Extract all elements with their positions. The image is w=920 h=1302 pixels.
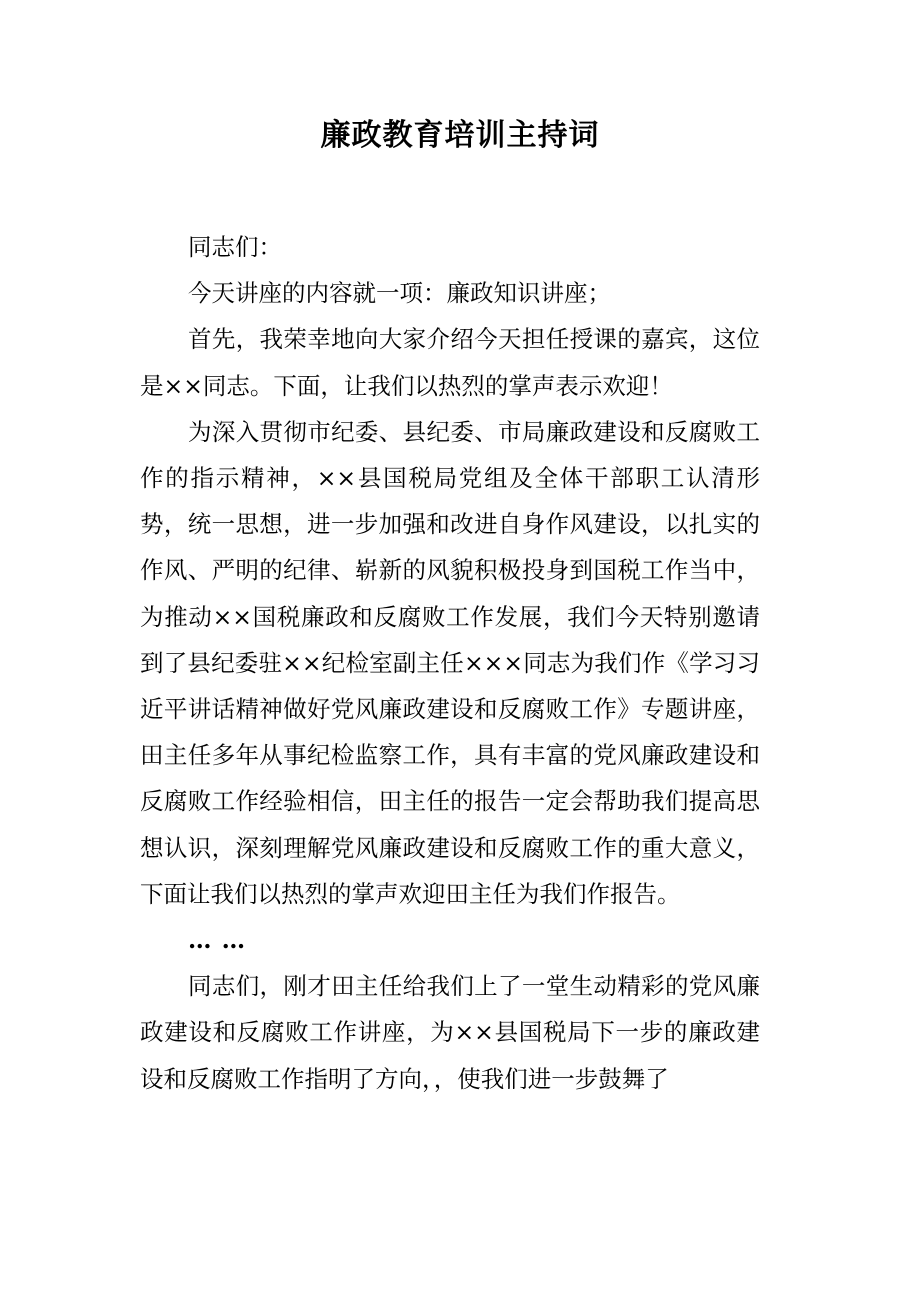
paragraph-ellipsis: … … <box>188 926 247 955</box>
document-title: 廉政教育培训主持词 <box>320 118 600 153</box>
paragraph-closing: 同志们，刚才田主任给我们上了一堂生动精彩的党风廉政建设和反腐败工作讲座，为××县国税局下一步的廉政建设和反腐败工作指明了方向，，使我们进一步鼓舞了 <box>140 972 760 1093</box>
paragraph-guest-intro: 首先，我荣幸地向大家介绍今天担任授课的嘉宾，这位是××同志。下面，让我们以热烈的掌声表示欢迎！ <box>140 325 760 400</box>
document-body <box>140 224 760 1102</box>
paragraph-agenda: 今天讲座的内容就一项：廉政知识讲座； <box>188 279 611 308</box>
paragraph-greeting: 同志们： <box>188 233 282 261</box>
paragraph-lecture-intro: 为深入贯彻市纪委、县纪委、市局廉政建设和反腐败工作的指示精神，××县国税局党组及全体干部职工认清形势，统一思想，进一步加强和改进自身作风建设，以扎实的作风、严明的纪律、崭新的风貌积极投身到国税工作当中，为推动××国税廉政和反腐败工作发展，我们今天特别邀请到了县纪委驻××纪检室副主任×××同志为我们作《学习习近平讲话精神做好党风廉政建设和反腐败工作》专题讲座，田主任多年从事纪检监察工作，具有丰富的党风廉政建设和反腐败工作经验相信，田主任的报告一定会帮助我们提高思想认识，深刻理解党风廉政建设和反腐败工作的重大意义，下面让我们以热烈的掌声欢迎田主任为我们作报告。 <box>140 417 760 908</box>
